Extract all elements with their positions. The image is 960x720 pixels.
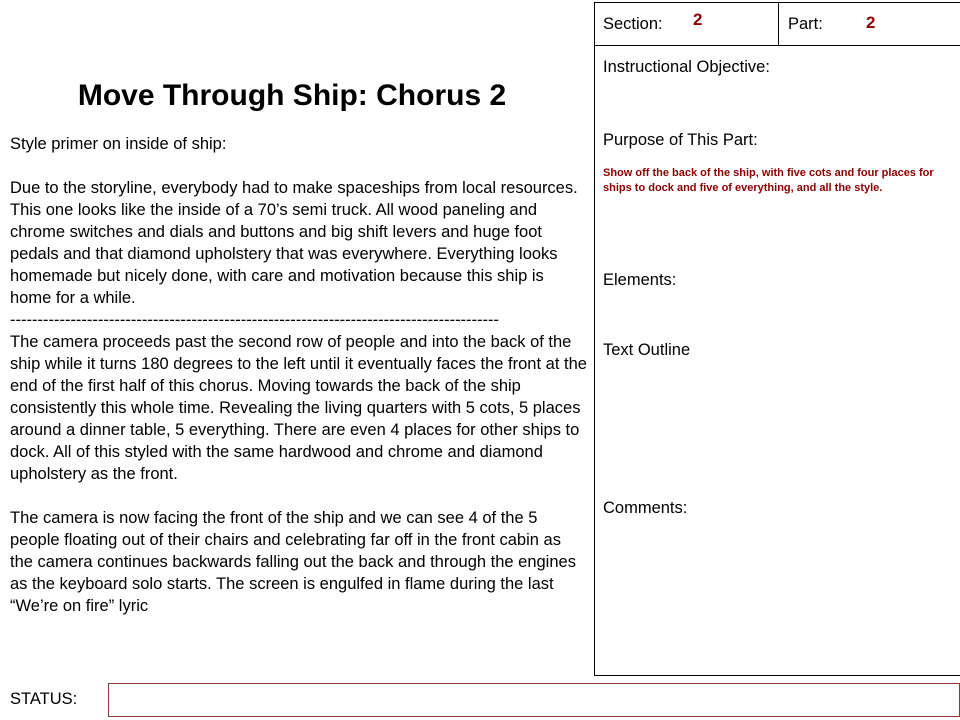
comments-label: Comments: [603,499,688,517]
status-label: STATUS: [10,690,78,708]
elements-label: Elements: [603,271,677,289]
section-cell [595,3,779,45]
instructional-objective-label: Instructional Objective: [603,58,770,76]
text-outline-label: Text Outline [603,341,691,359]
section-label: Section: [603,15,663,33]
part-label: Part: [788,15,823,33]
camera-paragraph-1: The camera proceeds past the second row of people and into the back of the ship while it turns 180 degrees to the left until it eventually faces the front at the end of the first half of this chorus. Moving towards the back of the ship consistently this whole time. Revealing the living quarters with 5 cots, 5 places around a dinner table, 5 everything. There are even 4 places for other ships to dock. All of this styled with the same hardwood and chrome and diamond upholstery as the front. [10,333,592,483]
style-primer-paragraph: Due to the storyline, everybody had to make spaceships from local resources. This one looks like the inside of a 70’s semi truck. All wood paneling and chrome switches and dials and buttons and big shift levers and huge foot pedals and that diamond upholstery that was everywhere. Everything looks homemade but nicely done, with care and motivation because this ship is home for a while. [10,179,582,307]
dashed-divider: ----------------------------------------------------------------------------------------- [10,311,500,329]
info-panel [594,2,960,676]
camera-paragraph-2: The camera is now facing the front of the ship and we can see 4 of the 5 people floating out of their chairs and celebrating far off in the front cabin as the camera continues backwards falling out the back and through the engines as the keyboard solo starts. The screen is engulfed in flame during the last “We’re on fire” lyric [10,509,581,615]
panel-header [595,3,960,46]
page-title: Move Through Ship: Chorus 2 [77,79,507,112]
purpose-text: Show off the back of the ship, with five cots and four places for ships to dock and five of everything, and all the style. [603,167,934,194]
purpose-label: Purpose of This Part: [603,131,758,149]
section-value: 2 [693,10,703,29]
script-body [10,133,592,617]
part-value: 2 [866,13,876,32]
style-primer-heading: Style primer on inside of ship: [10,135,227,153]
status-field[interactable] [108,683,960,717]
part-cell [779,3,960,45]
